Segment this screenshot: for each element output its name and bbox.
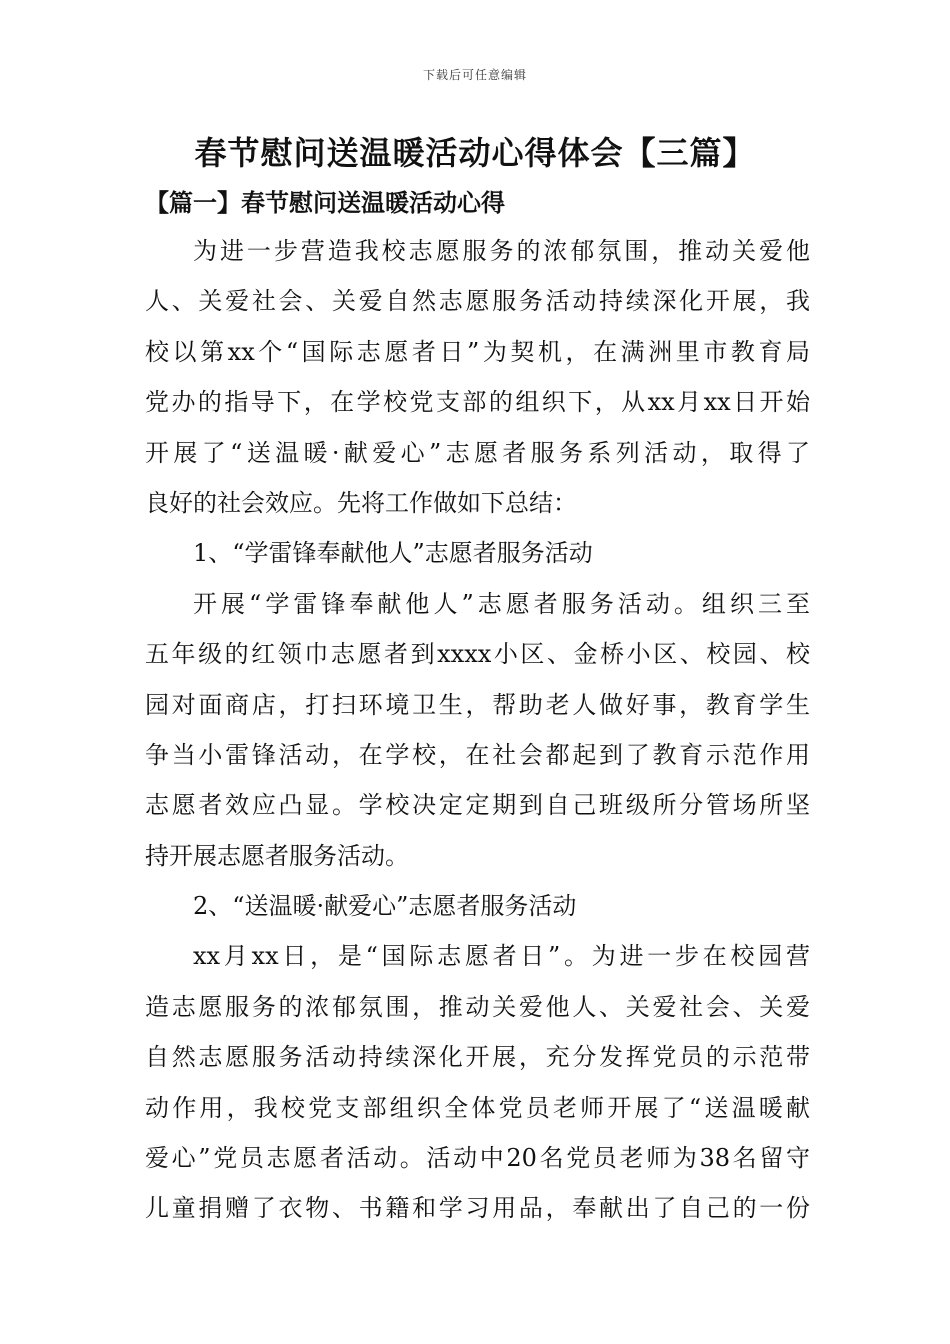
text-line: 动作用，我校党支部组织全体党员老师开展了“送温暖献: [145, 1093, 810, 1122]
text-line: 造志愿服务的浓郁氛围，推动关爱他人、关爱社会、关爱: [145, 992, 810, 1021]
text-line: 爱心”党员志愿者活动。活动中20名党员老师为38名留守: [145, 1144, 810, 1173]
section-heading: 【篇一】春节慰问送温暖活动心得: [145, 188, 505, 217]
text-line: 志愿者效应凸显。学校决定定期到自己班级所分管场所坚: [145, 791, 810, 820]
text-line: 争当小雷锋活动，在学校，在社会都起到了教育示范作用: [145, 740, 810, 769]
text-line: xx月xx日，是“国际志愿者日”。为进一步在校园营: [193, 942, 810, 971]
text-line: 开展了“送温暖·献爱心”志愿者服务系列活动，取得了: [145, 438, 810, 467]
text-line: 良好的社会效应。先将工作做如下总结：: [145, 488, 577, 517]
text-line: 校以第xx个“国际志愿者日”为契机，在满洲里市教育局: [145, 337, 810, 366]
text-line: 儿童捐赠了衣物、书籍和学习用品，奉献出了自己的一份: [145, 1194, 810, 1223]
text-line: 为进一步营造我校志愿服务的浓郁氛围，推动关爱他: [193, 237, 810, 265]
document-body: [145, 226, 810, 1234]
document-title: 春节慰问送温暖活动心得体会【三篇】: [194, 134, 756, 172]
text-line: 党办的指导下，在学校党支部的组织下，从xx月xx日开始: [145, 388, 810, 417]
header-note: 下载后可任意编辑: [422, 68, 527, 82]
text-line: 人、关爱社会、关爱自然志愿服务活动持续深化开展，我: [145, 287, 810, 316]
text-line: 持开展志愿者服务活动。: [145, 841, 409, 870]
text-line: 自然志愿服务活动持续深化开展，充分发挥党员的示范带: [145, 1043, 810, 1072]
subheading: 2、“送温暖·献爱心”志愿者服务活动: [193, 892, 577, 921]
text-line: 开展“学雷锋奉献他人”志愿者服务活动。组织三至: [193, 589, 810, 618]
subheading: 1、“学雷锋奉献他人”志愿者服务活动: [193, 539, 593, 568]
text-line: 园对面商店，打扫环境卫生，帮助老人做好事，教育学生: [145, 690, 810, 719]
text-line: 五年级的红领巾志愿者到xxxx小区、金桥小区、校园、校: [145, 640, 810, 669]
